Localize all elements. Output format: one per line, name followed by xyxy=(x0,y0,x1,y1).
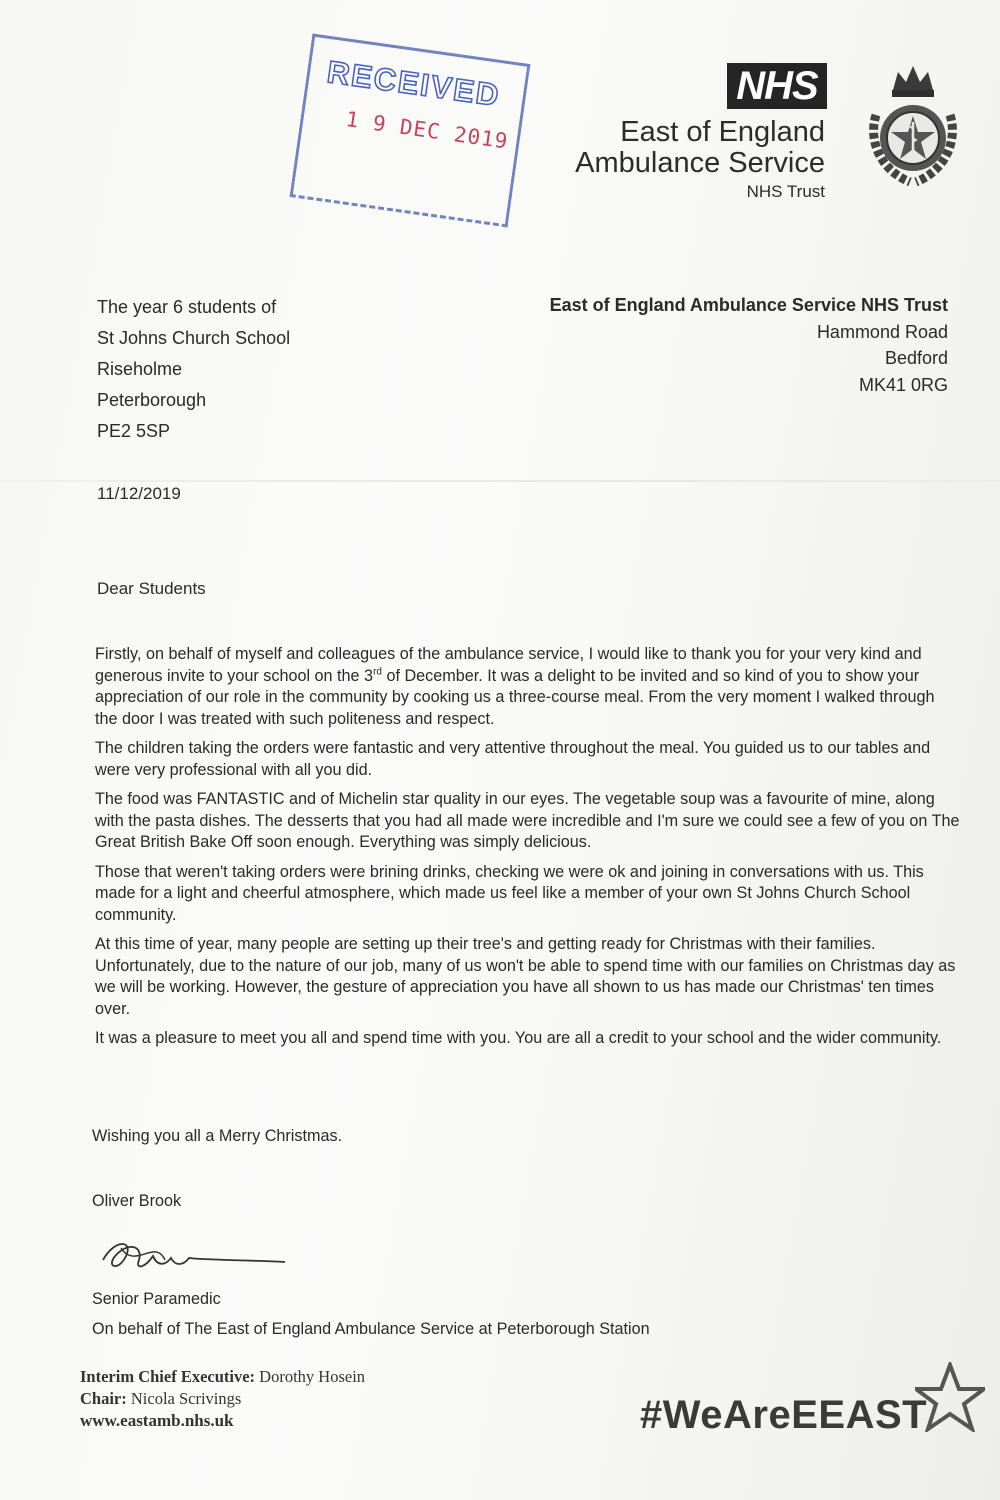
nhs-logo: NHS xyxy=(727,63,827,109)
body-paragraph: The food was FANTASTIC and of Michelin star quality in our eyes. The vegetable soup was a favourite of mine, along with the pasta dishes. The desserts that you had all made were incredible and I'm sure we could see a few of you on The Great British Bake Off soon enough. Everything was simply delicious. xyxy=(95,790,960,851)
chair-label: Chair: xyxy=(80,1389,127,1408)
closing-wishes: Wishing you all a Merry Christmas. xyxy=(92,1127,343,1145)
recipient-line: St Johns Church School xyxy=(97,328,291,348)
ceo-name: Dorothy Hosein xyxy=(255,1367,366,1386)
sender-address xyxy=(550,292,948,398)
chair-name: Nicola Scrivings xyxy=(126,1389,242,1408)
recipient-line: Riseholme xyxy=(97,359,183,379)
sender-line: Bedford xyxy=(884,348,948,368)
recipient-address xyxy=(97,292,290,447)
org-name-line1: East of England xyxy=(620,116,825,148)
footer-ceo xyxy=(80,1366,365,1388)
signer-role: Senior Paramedic xyxy=(92,1290,221,1308)
ambulance-crest-icon xyxy=(858,60,968,190)
recipient-line: PE2 5SP xyxy=(97,421,171,441)
letter-date: 11/12/2019 xyxy=(97,484,181,503)
website-link[interactable]: www.eastamb.nhs.uk xyxy=(80,1411,234,1430)
salutation: Dear Students xyxy=(97,579,206,598)
handwritten-signature xyxy=(95,1230,295,1280)
stamp-date: 1 9 DEC 2019 xyxy=(344,107,510,154)
received-stamp xyxy=(290,33,531,227)
body-paragraph: At this time of year, many people are setting up their tree's and getting ready for Christmas with their families. Unfortunately, due to the nature of our job, many of us won't be able to spend time with our families on Christmas day as we will be working. However, the gesture of appreciation you have all shown to us has made our Christmas' ten times over. xyxy=(95,935,956,1018)
body-paragraph xyxy=(95,644,961,730)
star-icon xyxy=(915,1362,985,1432)
recipient-line: The year 6 students of xyxy=(97,297,277,317)
recipient-line: Peterborough xyxy=(97,390,207,410)
sender-name: East of England Ambulance Service NHS Trust xyxy=(549,295,948,315)
ordinal-suffix: rd xyxy=(373,666,382,678)
body-paragraph: Those that weren't taking orders were brining drinks, checking we were ok and joining in conversations with us. This made for a light and cheerful atmosphere, which made us feel like a member of your own St Johns Church School community. xyxy=(95,862,924,924)
sender-line: Hammond Road xyxy=(816,321,948,342)
org-name-line3: NHS Trust xyxy=(746,182,825,201)
hashtag: #WeAreEEAST xyxy=(640,1393,928,1437)
footer-chair xyxy=(80,1388,365,1410)
ceo-label: Interim Chief Executive: xyxy=(80,1367,256,1386)
paragraph-text: of December. It was a delight to be invited and so kind of you to show your appreciation of our role in the community by cooking us a three-course meal. From the very moment I walked through the door I was treated with such politeness and respect. xyxy=(95,666,935,728)
signer-name: Oliver Brook xyxy=(92,1192,182,1210)
body-paragraph: The children taking the orders were fantastic and very attentive throughout the meal. You guided us to our tables and were very professional with all you did. xyxy=(95,739,931,779)
letter-body xyxy=(95,644,961,1058)
stamp-label: RECEIVED xyxy=(324,54,503,114)
on-behalf-line: On behalf of The East of England Ambulance Service at Peterborough Station xyxy=(92,1320,650,1338)
org-name-line2: Ambulance Service xyxy=(575,147,825,179)
body-paragraph: It was a pleasure to meet you all and spend time with you. You are all a credit to your school and the wider community. xyxy=(95,1029,942,1047)
sender-line: MK41 0RG xyxy=(858,374,948,395)
footer-info xyxy=(80,1366,365,1432)
paragraph-text: Firstly, on behalf of myself and colleagues of the ambulance service, I would like to thank you for your very kind and generous invite to your school on the 3 xyxy=(95,645,922,685)
paper-fold xyxy=(0,480,1000,482)
